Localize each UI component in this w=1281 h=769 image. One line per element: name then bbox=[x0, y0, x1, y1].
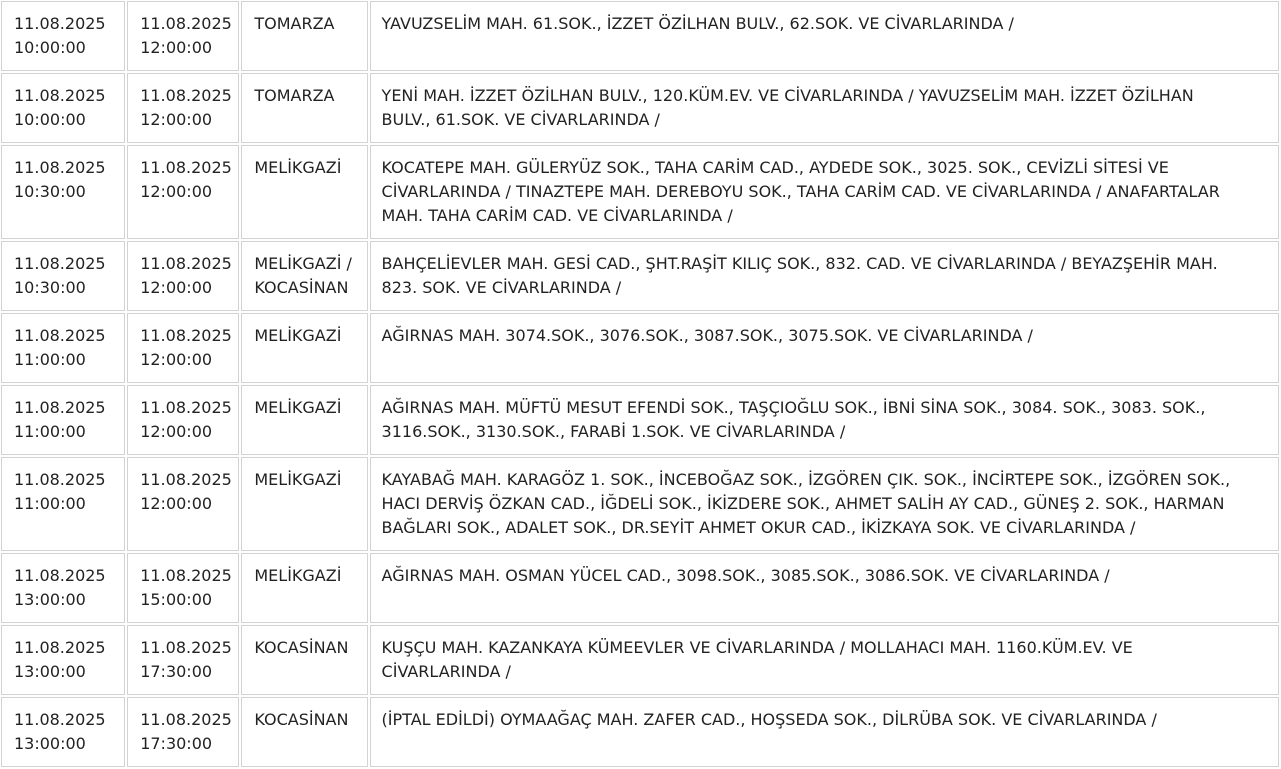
end-datetime-text: 12:00:00 bbox=[140, 422, 213, 441]
district-text: MELİKGAZİ bbox=[254, 470, 342, 489]
start-datetime-cell bbox=[1, 145, 125, 239]
district-text: TOMARZA bbox=[254, 14, 335, 33]
location-description-cell bbox=[370, 241, 1279, 311]
location-description-cell bbox=[370, 697, 1279, 767]
district-cell bbox=[241, 625, 367, 695]
start-datetime-text: 11:00:00 bbox=[14, 422, 86, 441]
location-description-text: KUŞÇU MAH. KAZANKAYA KÜMEEVLER VE CİVARLARINDA / MOLLAHACI MAH. 1160.KÜM.EV. VE bbox=[381, 638, 1133, 657]
end-datetime-text: 12:00:00 bbox=[140, 38, 213, 57]
location-description-text: 823. SOK. VE CİVARLARINDA / bbox=[381, 278, 622, 297]
end-datetime-text: 11.08.2025 bbox=[140, 398, 232, 417]
end-datetime-cell bbox=[127, 1, 239, 71]
start-datetime-text: 13:00:00 bbox=[14, 662, 86, 681]
end-datetime-text: 17:30:00 bbox=[140, 662, 213, 681]
start-datetime-text: 11:00:00 bbox=[14, 494, 86, 513]
location-description-text: KOCATEPE MAH. GÜLERYÜZ SOK., TAHA CARİM CAD., AYDEDE SOK., 3025. SOK., CEVİZLİ SİTESİ VE bbox=[381, 158, 1169, 177]
start-datetime-text: 11.08.2025 bbox=[14, 158, 106, 177]
district-text: MELİKGAZİ bbox=[254, 326, 342, 345]
district-cell bbox=[241, 73, 367, 143]
location-description-text: AĞIRNAS MAH. 3074.SOK., 3076.SOK., 3087.SOK., 3075.SOK. VE CİVARLARINDA / bbox=[381, 326, 1033, 345]
location-description-text: CİVARLARINDA / TINAZTEPE MAH. DEREBOYU SOK., TAHA CARİM CAD. VE CİVARLARINDA / ANAFARTALAR bbox=[381, 182, 1220, 201]
end-datetime-text: 12:00:00 bbox=[140, 278, 213, 297]
end-datetime-text: 11.08.2025 bbox=[140, 710, 232, 729]
location-description-text: CİVARLARINDA / bbox=[381, 662, 511, 681]
end-datetime-text: 11.08.2025 bbox=[140, 326, 232, 345]
start-datetime-text: 11.08.2025 bbox=[14, 86, 106, 105]
location-description-cell bbox=[370, 73, 1279, 143]
table-row bbox=[1, 1, 1279, 71]
location-description-text: BULV., 61.SOK. VE CİVARLARINDA / bbox=[381, 110, 660, 129]
start-datetime-text: 11.08.2025 bbox=[14, 566, 106, 585]
table-row bbox=[1, 553, 1279, 623]
start-datetime-text: 13:00:00 bbox=[14, 590, 86, 609]
location-description-text: 3116.SOK., 3130.SOK., FARABİ 1.SOK. VE CİVARLARINDA / bbox=[381, 422, 846, 441]
start-datetime-text: 11.08.2025 bbox=[14, 710, 106, 729]
table-row bbox=[1, 73, 1279, 143]
location-description-text: (İPTAL EDİLDİ) OYMAAĞAÇ MAH. ZAFER CAD., HOŞSEDA SOK., DİLRÜBA SOK. VE CİVARLARINDA / bbox=[381, 710, 1157, 729]
start-datetime-cell bbox=[1, 1, 125, 71]
district-cell bbox=[241, 457, 367, 551]
end-datetime-text: 12:00:00 bbox=[140, 182, 213, 201]
start-datetime-cell bbox=[1, 241, 125, 311]
location-description-text: YENİ MAH. İZZET ÖZİLHAN BULV., 120.KÜM.EV. VE CİVARLARINDA / YAVUZSELİM MAH. İZZET ÖZİLHAN bbox=[381, 86, 1194, 105]
location-description-cell bbox=[370, 313, 1279, 383]
table-row bbox=[1, 145, 1279, 239]
district-cell bbox=[241, 313, 367, 383]
end-datetime-cell bbox=[127, 457, 239, 551]
end-datetime-text: 12:00:00 bbox=[140, 494, 213, 513]
location-description-text: BAĞLARI SOK., ADALET SOK., DR.SEYİT AHMET OKUR CAD., İKİZKAYA SOK. VE CİVARLARINDA / bbox=[381, 518, 1136, 537]
end-datetime-text: 17:30:00 bbox=[140, 734, 213, 753]
start-datetime-cell bbox=[1, 697, 125, 767]
start-datetime-text: 11.08.2025 bbox=[14, 254, 106, 273]
start-datetime-text: 11.08.2025 bbox=[14, 398, 106, 417]
end-datetime-cell bbox=[127, 313, 239, 383]
location-description-cell bbox=[370, 145, 1279, 239]
location-description-text: YAVUZSELİM MAH. 61.SOK., İZZET ÖZİLHAN BULV., 62.SOK. VE CİVARLARINDA / bbox=[381, 14, 1014, 33]
district-text: MELİKGAZİ / bbox=[254, 254, 352, 273]
location-description-text: HACI DERVİŞ ÖZKAN CAD., İĞDELİ SOK., İKİZDERE SOK., AHMET SALİH AY CAD., GÜNEŞ 2. SOK., HARMAN bbox=[381, 494, 1225, 513]
start-datetime-text: 11.08.2025 bbox=[14, 638, 106, 657]
end-datetime-text: 11.08.2025 bbox=[140, 470, 232, 489]
district-text: TOMARZA bbox=[254, 86, 335, 105]
table-row bbox=[1, 241, 1279, 311]
end-datetime-text: 12:00:00 bbox=[140, 350, 213, 369]
end-datetime-cell bbox=[127, 385, 239, 455]
table-row bbox=[1, 697, 1279, 767]
end-datetime-cell bbox=[127, 73, 239, 143]
end-datetime-text: 11.08.2025 bbox=[140, 638, 232, 657]
start-datetime-cell bbox=[1, 457, 125, 551]
start-datetime-cell bbox=[1, 553, 125, 623]
table-row bbox=[1, 457, 1279, 551]
end-datetime-text: 12:00:00 bbox=[140, 110, 213, 129]
end-datetime-text: 11.08.2025 bbox=[140, 566, 232, 585]
district-text: MELİKGAZİ bbox=[254, 158, 342, 177]
district-text: KOCASİNAN bbox=[254, 278, 349, 297]
location-description-text: KAYABAĞ MAH. KARAGÖZ 1. SOK., İNCEBOĞAZ SOK., İZGÖREN ÇIK. SOK., İNCİRTEPE SOK., İZGÖREN SOK., bbox=[381, 470, 1231, 489]
location-description-text: MAH. TAHA CARİM CAD. VE CİVARLARINDA / bbox=[381, 206, 733, 225]
start-datetime-cell bbox=[1, 313, 125, 383]
location-description-cell bbox=[370, 385, 1279, 455]
location-description-text: AĞIRNAS MAH. MÜFTÜ MESUT EFENDİ SOK., TAŞÇIOĞLU SOK., İBNİ SİNA SOK., 3084. SOK., 3083. SOK., bbox=[381, 398, 1206, 417]
start-datetime-text: 11:00:00 bbox=[14, 350, 86, 369]
start-datetime-text: 10:00:00 bbox=[14, 38, 86, 57]
location-description-cell bbox=[370, 1, 1279, 71]
start-datetime-text: 11.08.2025 bbox=[14, 326, 106, 345]
end-datetime-text: 11.08.2025 bbox=[140, 158, 232, 177]
district-text: KOCASİNAN bbox=[254, 638, 349, 657]
end-datetime-text: 11.08.2025 bbox=[140, 14, 232, 33]
location-description-cell bbox=[370, 457, 1279, 551]
end-datetime-text: 11.08.2025 bbox=[140, 86, 232, 105]
district-cell bbox=[241, 1, 367, 71]
start-datetime-text: 10:30:00 bbox=[14, 278, 86, 297]
table-row bbox=[1, 313, 1279, 383]
end-datetime-cell bbox=[127, 553, 239, 623]
district-text: MELİKGAZİ bbox=[254, 566, 342, 585]
start-datetime-text: 10:30:00 bbox=[14, 182, 86, 201]
start-datetime-text: 11.08.2025 bbox=[14, 470, 106, 489]
end-datetime-cell bbox=[127, 625, 239, 695]
start-datetime-cell bbox=[1, 625, 125, 695]
district-cell bbox=[241, 241, 367, 311]
location-description-text: AĞIRNAS MAH. OSMAN YÜCEL CAD., 3098.SOK., 3085.SOK., 3086.SOK. VE CİVARLARINDA / bbox=[381, 566, 1110, 585]
location-description-cell bbox=[370, 625, 1279, 695]
start-datetime-cell bbox=[1, 73, 125, 143]
location-description-text: BAHÇELİEVLER MAH. GESİ CAD., ŞHT.RAŞİT KILIÇ SOK., 832. CAD. VE CİVARLARINDA / BEYAZŞEHİR MAH. bbox=[381, 254, 1218, 273]
end-datetime-cell bbox=[127, 145, 239, 239]
district-cell bbox=[241, 553, 367, 623]
district-text: KOCASİNAN bbox=[254, 710, 349, 729]
table-row bbox=[1, 385, 1279, 455]
start-datetime-text: 10:00:00 bbox=[14, 110, 86, 129]
end-datetime-text: 15:00:00 bbox=[140, 590, 213, 609]
end-datetime-cell bbox=[127, 697, 239, 767]
district-cell bbox=[241, 145, 367, 239]
end-datetime-text: 11.08.2025 bbox=[140, 254, 232, 273]
outage-table-body bbox=[1, 1, 1279, 767]
end-datetime-cell bbox=[127, 241, 239, 311]
table-row bbox=[1, 625, 1279, 695]
start-datetime-text: 13:00:00 bbox=[14, 734, 86, 753]
district-cell bbox=[241, 697, 367, 767]
start-datetime-text: 11.08.2025 bbox=[14, 14, 106, 33]
district-cell bbox=[241, 385, 367, 455]
district-text: MELİKGAZİ bbox=[254, 398, 342, 417]
start-datetime-cell bbox=[1, 385, 125, 455]
location-description-cell bbox=[370, 553, 1279, 623]
